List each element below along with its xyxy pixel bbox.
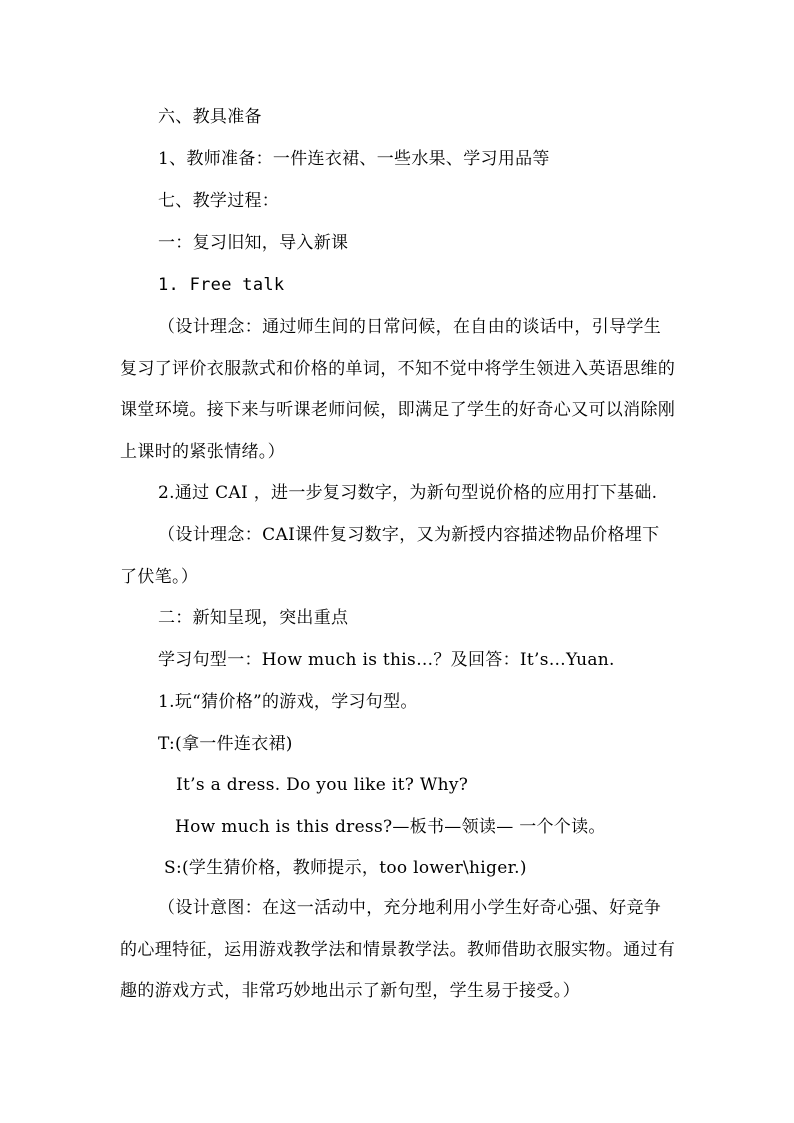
design-rationale-paragraph-2: （设计理念：CAI课件复习数字，又为新授内容描述物品价格埋下了伏笔。）: [120, 525, 660, 587]
teacher-dialogue-line-1: It’s a dress. Do you like it? Why?: [176, 775, 469, 795]
step-heading-new-knowledge: 二：新知呈现，突出重点: [158, 608, 349, 628]
cai-review-item: 2.通过 CAI ，进一步复习数字，为新句型说价格的应用打下基础.: [158, 483, 658, 503]
teacher-preparation-item: 1、教师准备：一件连衣裙、一些水果、学习用品等: [158, 149, 550, 169]
sentence-pattern-one: 学习句型一：How much is this…？及回答：It’s…Yuan.: [158, 650, 615, 670]
free-talk-item: 1. Free talk: [158, 275, 285, 295]
section-heading-teaching-aids: 六、教具准备: [158, 107, 262, 127]
teacher-dialogue-line-2: How much is this dress?—板书—领读— 一个个读。: [175, 817, 606, 837]
teacher-action-line: T:(拿一件连衣裙): [158, 734, 293, 754]
price-guessing-game-item: 1.玩“猜价格”的游戏，学习句型。: [158, 692, 418, 712]
step-heading-review: 一：复习旧知，导入新课: [158, 233, 349, 253]
design-intention-paragraph: （设计意图：在这一活动中，充分地利用小学生好奇心强、好竞争的心理特征，运用游戏教学法和情景教学法。教师借助衣服实物。通过有趣的游戏方式，非常巧妙地出示了新句型，学生易于接受。）: [120, 898, 676, 1001]
section-heading-teaching-process: 七、教学过程：: [158, 191, 280, 211]
student-action-line: S:(学生猜价格，教师提示，too lower\higer.): [164, 858, 527, 878]
design-rationale-paragraph-1: （设计理念：通过师生间的日常问候，在自由的谈话中，引导学生复习了评价衣服款式和价格的单词，不知不觉中将学生领进入英语思维的课堂环境。接下来与听课老师问候，即满足了学生的好奇心又可以消除刚上课时的紧张情绪。）: [120, 317, 676, 462]
